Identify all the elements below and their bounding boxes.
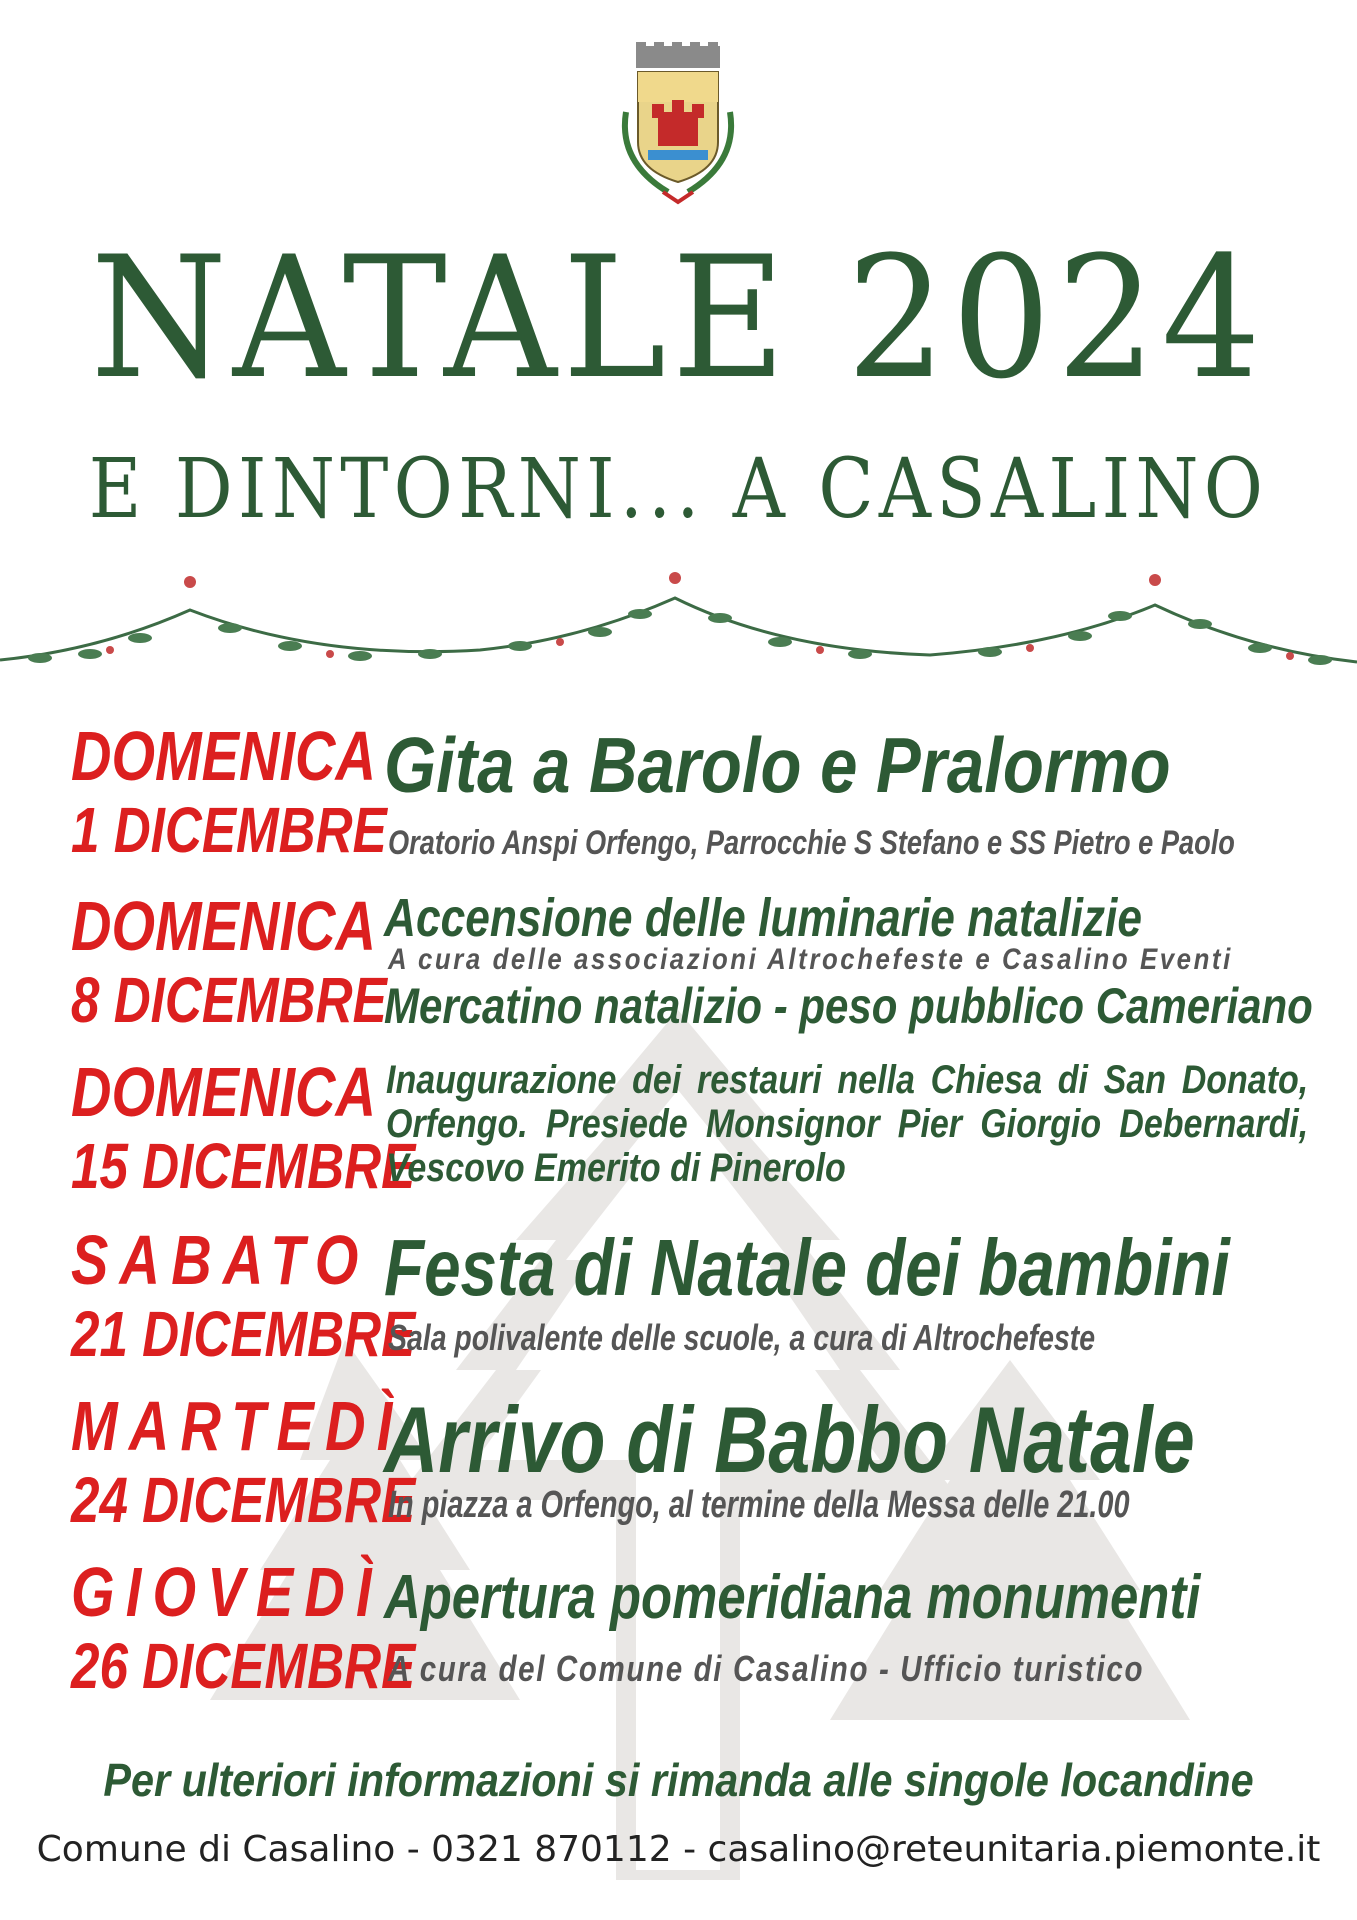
event-title-2: Accensione delle luminarie natalizie: [384, 888, 1142, 948]
event-detail-1: Oratorio Anspi Orfengo, Parrocchie S Stefano e SS Pietro e Paolo: [388, 824, 1235, 862]
event-date-2: DOMENICA 8 DICEMBRE: [71, 887, 387, 1036]
event-date-5: MARTEDÌ 24 DICEMBRE: [71, 1387, 416, 1536]
more-info-note: Per ulteriori informazioni si rimanda alle singole locandine: [103, 1754, 1254, 1806]
event-date-3: DOMENICA 15 DICEMBRE: [71, 1053, 416, 1202]
event-date-1: DOMENICA 1 DICEMBRE: [71, 717, 387, 866]
event-detail-4: Sala polivalente delle scuole, a cura di Altrochefeste: [388, 1317, 1096, 1358]
event-detail-5: In piazza a Orfengo, al termine della Messa delle 21.00: [388, 1484, 1130, 1526]
event-title-3: Inaugurazione dei restauri nella Chiesa di San Donato, Orfengo. Presiede Monsignor Pier Giorgio Debernardi, Vescovo Emerito di Pinerolo: [386, 1058, 1309, 1190]
poster-subtitle: E DINTORNI... A CASALINO: [88, 442, 1269, 537]
event-detail-2: A cura delle associazioni Altrochefeste e Casalino Eventi: [388, 943, 1233, 976]
event-detail-6: A cura del Comune di Casalino - Ufficio turistico: [388, 1648, 1145, 1689]
poster-title: NATALE 2024: [90, 220, 1267, 416]
contact-line: Comune di Casalino - 0321 870112 - casalino@reteunitaria.piemonte.it: [36, 1829, 1321, 1870]
event-title-6: Apertura pomeridiana monumenti: [384, 1563, 1201, 1632]
event-date-4: SABATO 21 DICEMBRE: [71, 1221, 416, 1370]
event-date-6: GIOVEDÌ 26 DICEMBRE: [71, 1553, 416, 1702]
event-title-2b: Mercatino natalizio - peso pubblico Cameriano: [384, 978, 1313, 1034]
event-title-4: Festa di Natale dei bambini: [384, 1223, 1230, 1312]
event-title-1: Gita a Barolo e Pralormo: [384, 721, 1171, 809]
event-title-5: Arrivo di Babbo Natale: [384, 1387, 1195, 1492]
